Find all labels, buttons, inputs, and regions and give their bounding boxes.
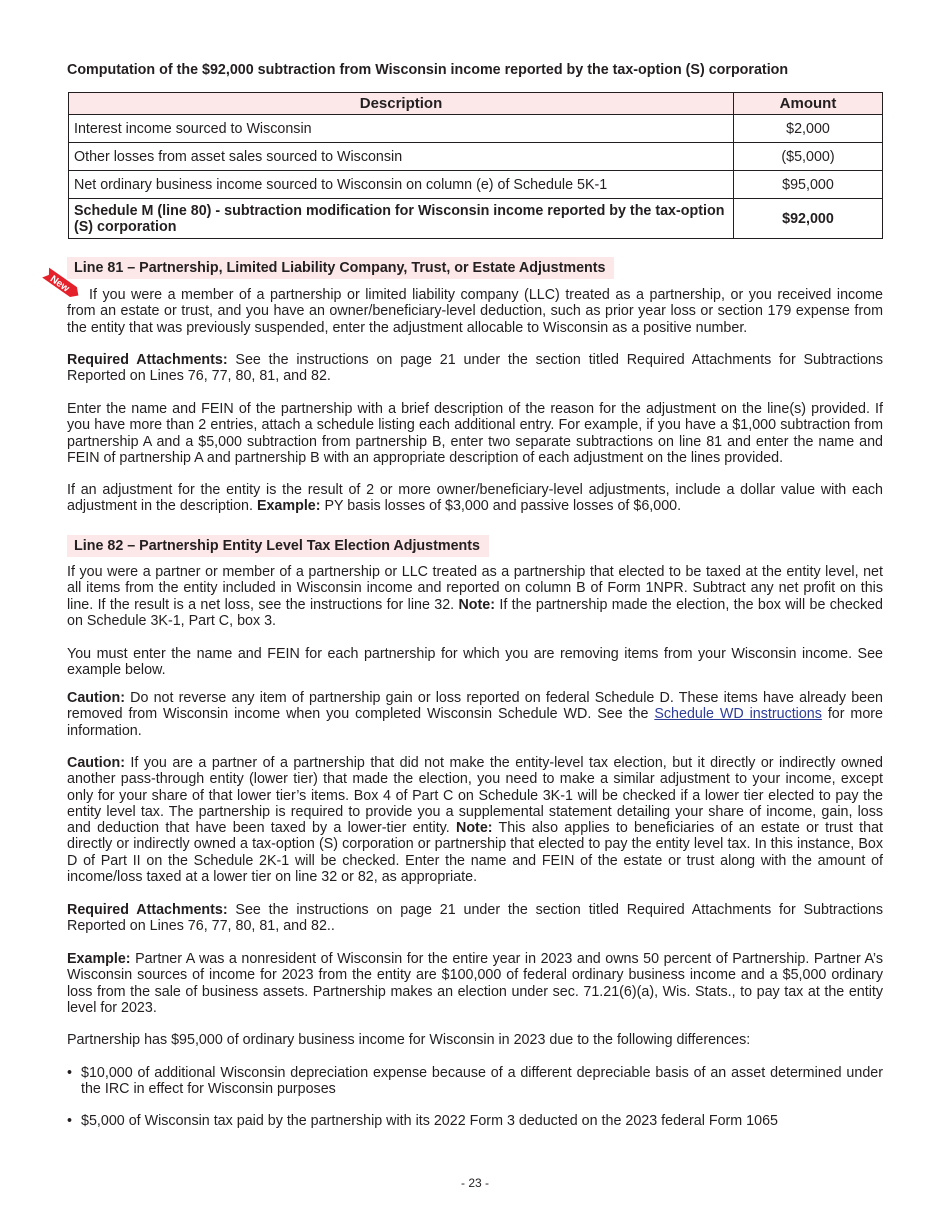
line81-required-attachments: [67, 352, 883, 385]
differences-intro-text: Partnership has $95,000 of ordinary business income for Wisconsin in 2023 due to the following differences:: [67, 1032, 751, 1048]
computation-table: [68, 92, 883, 239]
column-header-amount: Amount: [734, 93, 883, 115]
required-attachments-text: See the instructions on page 21 under the section titled Required Attachments for Subtractions Reported on Lines 76, 77, 80, 81, and 82..: [67, 902, 883, 935]
table-row: [69, 171, 883, 199]
required-attachments-label: Required Attachments:: [67, 352, 228, 368]
line81-heading: Line 81 – Partnership, Limited Liability Company, Trust, or Estate Adjustments: [67, 257, 614, 279]
table-row-total: [69, 199, 883, 239]
row-amount: $2,000: [734, 115, 883, 143]
bullet-marker: •: [67, 1113, 73, 1129]
note-label: Note:: [458, 596, 496, 613]
example-text: Partner A was a nonresident of Wisconsin for the entire year in 2023 and owns 50 percent of Partnership. Partner A’s Wisconsin sources of income for 2023 from the entity are $100,000 of federal ordinary business income and a $5,000 ordinary loss from the sale of business assets. Partnership makes an election under sec. 71.21(6)(a), Wis. Stats., to pay tax at the entity level for 2023.: [67, 951, 883, 1016]
table-row: [69, 143, 883, 171]
column-header-description: Description: [69, 93, 734, 115]
row-amount: $92,000: [734, 199, 883, 239]
line82-caution-2: [67, 755, 883, 885]
line82-example: [67, 951, 883, 1016]
line81-adjustment-paragraph: [67, 482, 883, 515]
bullet-marker: •: [67, 1065, 73, 1081]
bullet-text: $10,000 of additional Wisconsin depreciation expense because of a different depreciable basis of an asset determined under the IRC in effect for Wisconsin purposes: [81, 1065, 883, 1098]
row-amount: $95,000: [734, 171, 883, 199]
caution-2-text: If you are a partner of a partnership that did not make the entity-level tax election, but it directly or indirectly owned another pass-through entity (lower tier) that made the election, you need to make a similar adjustment to your income, except only for your share of that lower tier’s items. Box 4 of Part C on Schedule 3K-1 will be checked if a lower tier elected to pay the entity level tax. The partnership is required to provide you a supplemental statement detailing your share of income, gain, loss and deduction that have been taxed by a lower-tier entity.: [67, 755, 883, 837]
line81-p3-text: Enter the name and FEIN of the partnership with a brief description of the reason for the adjustment on the line(s) provided. If you have more than 2 entries, attach a schedule listing each additional entry. For example, if you have a $1,000 subtraction from partnership A and a $5,000 subtraction from partnership B, enter two separate subtractions on line 81 and enter the name and FEIN of partnership A and partnership B with an appropriate description of each adjustment on the lines provided.: [67, 401, 883, 466]
required-attachments-text: See the instructions on page 21 under the section titled Required Attachments for Subtractions Reported on Lines 76, 77, 80, 81, and 82.: [67, 352, 883, 385]
example-label: Example:: [256, 498, 321, 515]
table-row: [69, 115, 883, 143]
caution-1-text: Do not reverse any item of partnership gain or loss reported on federal Schedule D. These items have already been removed from Wisconsin income when you completed Wisconsin Schedule WD. See the: [67, 690, 883, 723]
line82-required-attachments: [67, 902, 883, 935]
line82-p1-text: If you were a partner or member of a partnership or LLC treated as a partnership that elected to be taxed at the entity level, net all items from the entity included in Wisconsin income and reported on column B of Form 1NPR. Subtract any net profit on this line. If the result is a net loss, see the instructions for line 32.: [67, 564, 883, 613]
caution-2-note-text: This also applies to beneficiaries of an estate or trust that directly or indirectly owned a tax-option (S) corporation or partnership that elected to pay the entity level tax. In this instance, Box D of Part II on the Schedule 2K-1 will be checked. Enter the name and FEIN of the estate or trust along with the amount of income/loss taxed at a lower tier on line 32 or 82, as appropriate.: [67, 820, 883, 886]
list-item: [67, 1065, 883, 1098]
row-description: Schedule M (line 80) - subtraction modification for Wisconsin income reported by the tax-option (S) corporation: [69, 199, 734, 239]
line82-fein-paragraph: [67, 646, 883, 679]
line81-fein-paragraph: [67, 401, 883, 466]
line82-differences-intro: [67, 1032, 883, 1048]
line81-p1-text: If you were a member of a partnership or limited liability company (LLC) treated as a partnership, or you received income from an estate or trust, and you have an owner/beneficiary-level deduction, such as prior year loss or section 179 expense from the entity that was previously suspended, enter the adjustment allocable to Wisconsin as a positive number.: [67, 287, 883, 336]
list-item: [67, 1113, 883, 1129]
caution-label: Caution:: [67, 690, 125, 706]
line82-caution-1: [67, 690, 883, 739]
line82-heading: Line 82 – Partnership Entity Level Tax Election Adjustments: [67, 535, 489, 557]
row-description: Interest income sourced to Wisconsin: [69, 115, 734, 143]
row-description: Net ordinary business income sourced to Wisconsin on column (e) of Schedule 5K-1: [69, 171, 734, 199]
table-title: Computation of the $92,000 subtraction from Wisconsin income reported by the tax-option (S) corporation: [67, 62, 789, 78]
line81-p4-text: If an adjustment for the entity is the result of 2 or more owner/beneficiary-level adjustments, include a dollar value with each adjustment in the description.: [67, 482, 883, 515]
line81-p4-example: PY basis losses of $3,000 and passive losses of $6,000.: [320, 498, 682, 515]
row-amount: ($5,000): [734, 143, 883, 171]
required-attachments-label: Required Attachments:: [67, 902, 228, 918]
row-description: Other losses from asset sales sourced to Wisconsin: [69, 143, 734, 171]
schedule-wd-instructions-link[interactable]: Schedule WD instructions: [654, 706, 822, 723]
note-label: Note:: [456, 820, 493, 837]
new-badge-label: New: [47, 273, 72, 295]
bullet-text: $5,000 of Wisconsin tax paid by the partnership with its 2022 Form 3 deducted on the 2023 federal Form 1065: [81, 1113, 778, 1129]
line82-paragraph: [67, 564, 883, 629]
line82-p1-note: If the partnership made the election, the box will be checked on Schedule 3K-1, Part C, box 3.: [67, 596, 884, 629]
caution-1-text-end: for more information.: [67, 706, 883, 739]
example-label: Example:: [67, 951, 131, 967]
new-badge-icon: [38, 266, 86, 302]
caution-label: Caution:: [67, 755, 125, 771]
line81-paragraph: [67, 287, 883, 336]
page-number: - 23 -: [460, 1176, 489, 1190]
line82-p2-text: You must enter the name and FEIN for each partnership for which you are removing items from your Wisconsin income. See example below.: [67, 646, 883, 679]
